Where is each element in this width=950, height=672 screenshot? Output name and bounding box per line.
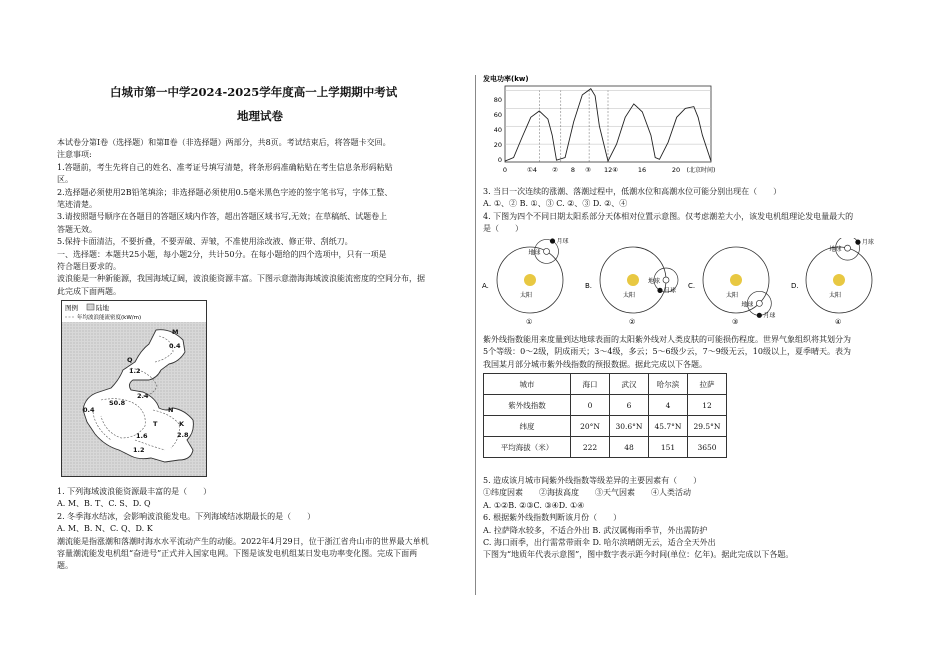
question-line: A. ①②B. ②③C. ③④D. ①④ — [483, 500, 585, 510]
uv-table — [483, 373, 727, 458]
table-cell: 哈尔滨 — [649, 374, 688, 395]
map-label-1-6: 1.6 — [136, 432, 148, 440]
table-cell: 29.5°N — [688, 416, 727, 437]
sun-label: 太阳 — [520, 292, 533, 299]
moon-icon — [855, 240, 860, 245]
table-cell: 30.6°N — [610, 416, 649, 437]
x-tick-4: ①4 — [527, 166, 537, 174]
map-label-m: M — [172, 328, 179, 336]
earth-label: 地球 — [741, 301, 754, 309]
question-line: 容量潮流能发电机组“奋进号”正式并入国家电网。下图是该发电机组某日发电功率变化图。完成下面两 — [57, 549, 418, 559]
intro-line: 笔迹清楚。 — [57, 200, 97, 210]
intro-line: 波浪能是一种新能源，我国海域辽阔，波浪能资源丰富。下图示意渤海海域波浪能流密度的空间分布，据 — [57, 274, 425, 284]
question-line: C. 海口雨季，出行需常带雨伞 D. 哈尔滨晴朗无云，适合全天外出 — [483, 538, 716, 548]
diagram-number: ③ — [732, 318, 739, 326]
y-tick-60: 60 — [493, 111, 502, 119]
x-tick-20: 20 — [671, 166, 681, 174]
earth-label: 地球 — [648, 278, 661, 285]
moon-label: 月球 — [861, 239, 874, 247]
intro-line: 5.保持卡面清洁，不要折叠，不要弄破、弄皱，不准使用涂改液、修正带、刮纸刀。 — [57, 237, 353, 247]
power-chart — [483, 73, 723, 178]
option-letter: C. — [688, 282, 696, 290]
question-line: 4. 下图为四个不同日期太阳系部分天体相对位置示意图。仅考虑潮差大小，该发电机组理论发电量最大的 — [483, 211, 854, 221]
uv-intro-line: 紫外线指数能用来度量到达地球表面的太阳紫外线对人类皮肤的可能损伤程度。世界气象组织将其划分为 — [483, 335, 851, 344]
sun-label: 太阳 — [726, 292, 739, 299]
table-cell: 武汉 — [610, 374, 649, 395]
legend-land-label: 陆地 — [96, 304, 109, 312]
intro-line: 注意事项: — [57, 150, 92, 160]
map-label-q: Q — [127, 356, 133, 364]
orbit-diagram — [482, 238, 569, 326]
orbit-diagrams — [480, 238, 900, 332]
table-cell: 0 — [571, 395, 610, 416]
exam-title: 白城市第一中学2024-2025学年度高一上学期期中考试 — [110, 85, 398, 99]
option-letter: A. — [482, 282, 489, 290]
diagram-number: ① — [526, 318, 533, 326]
question-line: 潮流能是指涨潮和落潮时海水水平流动产生的动能。2022年4月29日，位于浙江省舟山市的世界最大单机 — [57, 536, 429, 546]
sun-label: 太阳 — [829, 292, 842, 299]
table-row — [484, 437, 727, 458]
questions-5-6 — [483, 475, 903, 562]
earth-label: 地球 — [528, 249, 541, 257]
intro-line: 符合题目要求的。 — [57, 262, 121, 272]
option-letter: D. — [791, 282, 799, 290]
moon-icon — [550, 238, 555, 243]
intro-line: 此完成下面两题。 — [57, 286, 121, 296]
moon-icon — [757, 313, 762, 318]
x-tick-12: 12④ — [603, 166, 619, 174]
questions-1-2 — [57, 486, 467, 573]
table-cell: 4 — [649, 395, 688, 416]
uv-intro-line: 我国某月部分城市紫外线指数的预报数据。据此完成以下各题。 — [483, 359, 707, 369]
map-label-0-4-west: 0.4 — [83, 406, 95, 414]
table-cell: 紫外线指数 — [484, 395, 571, 416]
map-label-n: N — [168, 406, 174, 414]
table-cell: 纬度 — [484, 416, 571, 437]
question-line: A. M、B. T、C. S、D. Q — [57, 499, 151, 509]
map-label-2-4: 2.4 — [137, 392, 149, 400]
earth-icon — [845, 245, 851, 251]
table-cell: 拉萨 — [688, 374, 727, 395]
question-line: 是（ ） — [483, 224, 523, 234]
moon-label: 月球 — [556, 238, 569, 246]
y-tick-80: 80 — [493, 96, 502, 104]
exam-subtitle: 地理试卷 — [237, 109, 283, 123]
intro-line: 3.请按照题号顺序在各题目的答题区域内作答，超出答题区域书写,无效；在草稿纸、试题卷上 — [57, 212, 388, 222]
sun-icon — [730, 274, 742, 286]
power-chart-title: 发电功率(kw) — [483, 75, 529, 83]
intro-line: 答题无效。 — [57, 224, 97, 234]
table-cell: 45.7°N — [649, 416, 688, 437]
table-row — [484, 374, 727, 395]
orbit-diagram — [688, 247, 775, 326]
x-tick-16: 16 — [637, 166, 647, 174]
table-cell: 151 — [649, 437, 688, 458]
table-cell: 222 — [571, 437, 610, 458]
map-label-s-0-8: S0.8 — [109, 399, 126, 407]
x-tick-2: ② — [552, 166, 558, 174]
legend-isoline-label: 年均波浪能流密度(kW/m) — [77, 315, 142, 321]
map-label-1-2-north: 1.2 — [129, 367, 141, 375]
orbit-diagram — [585, 247, 678, 326]
bohai-wave-energy-map — [61, 300, 207, 477]
y-tick-40: 40 — [493, 126, 502, 134]
sun-icon — [524, 274, 536, 286]
intro-line: 一、选择题：本题共25小题，每小题2分，共计50分。在每小题给的四个选项中，只有一项是 — [57, 249, 387, 259]
sun-icon — [627, 274, 639, 286]
map-label-2-8: 2.8 — [177, 431, 189, 439]
question-line: A. ①、② B. ①、③ C. ②、③ D. ②、④ — [483, 199, 628, 209]
intro-line: 1.答题前，考生先将自己的姓名、准考证号填写清楚，将条形码准确粘贴在考生信息条形码粘贴 — [57, 162, 393, 172]
question-line: A. M、B. N、C. Q、D. K — [57, 524, 153, 534]
y-tick-0: 0 — [497, 156, 502, 164]
question-line: 下图为“地质年代表示意图”，图中数字表示距今时间(单位：亿年)。据此完成以下各题。 — [483, 550, 794, 560]
table-cell: 海口 — [571, 374, 610, 395]
earth-icon — [663, 277, 669, 283]
uv-intro-line: 5个等级：0～2级，阴成雨天；3～4级，多云；5～6级少云，7～9级无云，10级以上，夏季晴天。表为 — [483, 347, 851, 357]
x-tick-0: 0 — [502, 166, 508, 174]
table-row — [484, 416, 727, 437]
table-cell: 平均海拔（米） — [484, 437, 571, 458]
orbit-diagram — [791, 238, 874, 326]
question-line: 6. 根据紫外线指数判断该月份（ ） — [483, 513, 622, 523]
intro-line: 2.选择题必须使用2B铅笔填涂；非选择题必须使用0.5毫米黑色字迹的签字笔书写，字体工整、 — [57, 187, 393, 197]
question-line: ①纬度因素 ②海拔高度 ③天气因素 ④人类活动 — [483, 488, 691, 498]
moon-label: 月球 — [763, 312, 776, 320]
diagram-number: ④ — [835, 318, 842, 326]
question-line: 1. 下列海域波浪能资源最丰富的是（ ） — [57, 487, 212, 496]
map-label-1-2-south: 1.2 — [133, 446, 145, 454]
legend-title: 图例 — [65, 304, 78, 312]
intro-line: 区。 — [57, 175, 73, 185]
question-line: 题。 — [57, 561, 73, 571]
intro-line: 本试卷分第Ⅰ卷（选择题）和第Ⅱ卷（非选择题）两部分，共8页。考试结束后，将答题卡交回。 — [57, 138, 391, 147]
question-line: A. 拉萨降水较多，不适合外出 B. 武汉属梅雨季节，外出需防护 — [483, 525, 708, 535]
question-line: 2. 冬季海水结冰，会影响波浪能发电。下列海域结冰期最长的是（ ） — [57, 511, 316, 521]
x-tick-8: 8 — [570, 166, 576, 174]
x-axis-unit: (北京时间) — [686, 167, 716, 174]
question-line: 3. 当日一次连续的涨潮、落潮过程中，低潮水位和高潮水位可能分别出现在（ ） — [483, 187, 782, 196]
table-cell: 城市 — [484, 374, 571, 395]
table-cell: 3650 — [688, 437, 727, 458]
map-label-k: K — [179, 420, 185, 428]
moon-icon — [657, 288, 662, 293]
earth-icon — [544, 248, 550, 254]
table-cell: 12 — [688, 395, 727, 416]
question-3 — [483, 186, 903, 236]
sun-icon — [833, 274, 845, 286]
table-cell: 6 — [610, 395, 649, 416]
y-tick-20: 20 — [493, 141, 502, 149]
column-divider — [475, 75, 476, 595]
table-row — [484, 395, 727, 416]
map-label-0-4-north: 0.4 — [169, 342, 181, 350]
sun-label: 太阳 — [623, 292, 636, 299]
earth-icon — [756, 300, 762, 306]
moon-label: 月球 — [664, 287, 677, 295]
map-label-t: T — [153, 420, 158, 428]
option-letter: B. — [585, 282, 593, 290]
intro-block — [57, 137, 467, 298]
diagram-number: ② — [629, 318, 636, 326]
earth-label: 地球 — [829, 246, 842, 254]
x-tick-3: ③ — [585, 166, 591, 174]
table-cell: 20°N — [571, 416, 610, 437]
table-cell: 48 — [610, 437, 649, 458]
question-line: 5. 造成该月城市间紫外线指数等级差异的主要因素有（ ） — [483, 476, 702, 485]
legend-land-swatch — [87, 304, 94, 310]
uv-intro — [483, 334, 903, 371]
